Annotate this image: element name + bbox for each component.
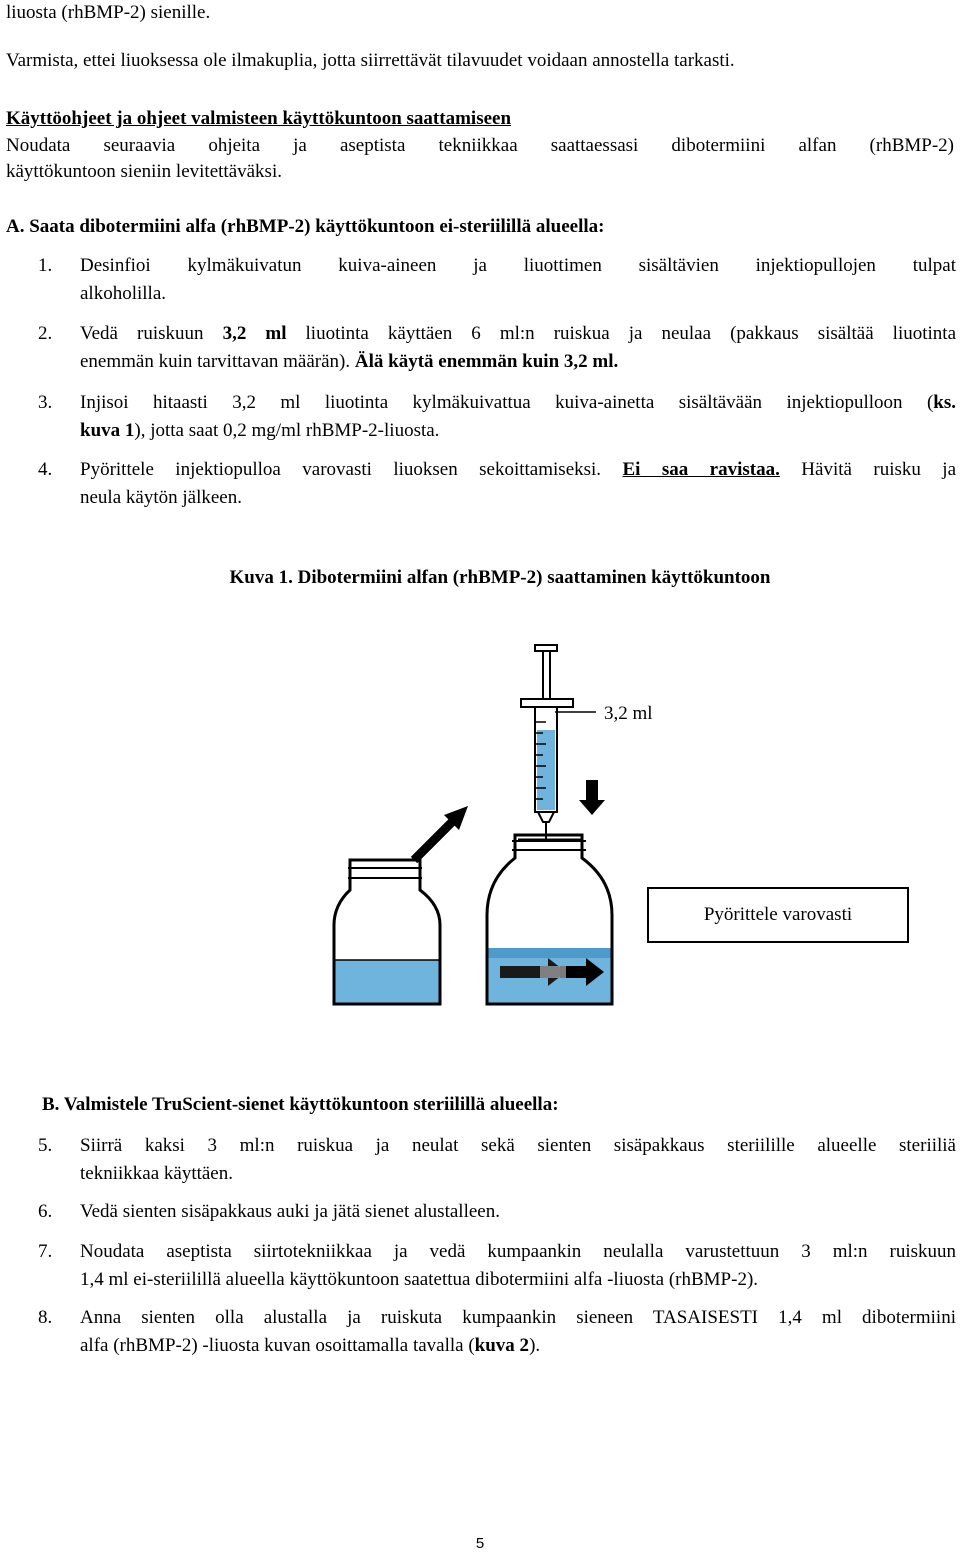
step-4-line-2: neula käytön jälkeen. bbox=[80, 487, 242, 508]
step-6-line-1: Vedä sienten sisäpakkaus auki ja jätä sienet alustalleen. bbox=[80, 1201, 500, 1222]
section-a-heading: A. Saata dibotermiini alfa (rhBMP-2) käyttökuntoon ei-steriilillä alueella: bbox=[6, 216, 605, 237]
syringe-icon bbox=[521, 645, 596, 840]
step-number: 7. bbox=[38, 1241, 53, 1262]
page-number: 5 bbox=[475, 1535, 485, 1552]
figure-caption: Kuva 1. Dibotermiini alfan (rhBMP-2) saattaminen käyttökuntoon bbox=[229, 567, 771, 588]
swirl-label: Pyörittele varovasti bbox=[703, 904, 853, 925]
step-6 bbox=[80, 1198, 956, 1226]
step-8-line-2: alfa (rhBMP-2) -liuosta kuvan osoittamalla tavalla (kuva 2). bbox=[80, 1335, 541, 1356]
step-1-line-1: Desinfioi kylmäkuivatun kuiva-aineen ja liuottimen sisältävien injektiopullojen tulpat bbox=[80, 255, 956, 276]
volume-label: 3,2 ml bbox=[604, 703, 653, 724]
step-5-line-2: tekniikkaa käyttäen. bbox=[80, 1163, 233, 1184]
step-8-line-1: Anna sienten olla alustalla ja ruiskuta kumpaankin sieneen TASAISESTI 1,4 ml dibotermiini bbox=[80, 1307, 956, 1328]
step-2-line-2: enemmän kuin tarvittavan määrän). Älä käytä enemmän kuin 3,2 ml. bbox=[80, 351, 619, 372]
step-3-line-1: Injisoi hitaasti 3,2 ml liuotinta kylmäkuivattua kuiva-ainetta sisältävään injektiopulloon (ks. bbox=[80, 392, 956, 413]
continued-line: liuosta (rhBMP-2) sienille. bbox=[6, 2, 211, 23]
step-8 bbox=[80, 1304, 956, 1360]
step-number: 4. bbox=[38, 459, 53, 480]
swirl-label-box bbox=[647, 887, 909, 943]
intro-line-2: käyttökuntoon sieniin levitettäväksi. bbox=[6, 161, 282, 182]
step-1-line-2: alkoholilla. bbox=[80, 283, 167, 304]
step-7-line-2: 1,4 ml ei-steriilillä alueella käyttökuntoon saatettua dibotermiini alfa -liuosta (rhBMP-2). bbox=[80, 1269, 759, 1290]
instructions-heading: Käyttöohjeet ja ohjeet valmisteen käyttökuntoon saattamiseen bbox=[6, 108, 512, 129]
step-number: 2. bbox=[38, 323, 53, 344]
diluent-vial-icon bbox=[334, 860, 440, 1004]
step-2-line-1: Vedä ruiskuun 3,2 ml liuotinta käyttäen 6 ml:n ruiskua ja neulaa (pakkaus sisältää liuotinta bbox=[80, 323, 956, 344]
step-7-line-1: Noudata aseptista siirtotekniikkaa ja vedä kumpaankin neulalla varustettuun 3 ml:n ruiskuun bbox=[80, 1241, 956, 1262]
bubbles-note: Varmista, ettei liuoksessa ole ilmakuplia, jotta siirrettävät tilavuudet voidaan annostella tarkasti. bbox=[6, 50, 735, 71]
step-number: 6. bbox=[38, 1201, 53, 1222]
step-5 bbox=[80, 1132, 956, 1188]
step-number: 8. bbox=[38, 1307, 53, 1328]
step-4-line-1: Pyörittele injektiopulloa varovasti liuoksen sekoittamiseksi. Ei saa ravistaa. Hävitä ruisku ja bbox=[80, 459, 957, 480]
step-7 bbox=[80, 1238, 956, 1294]
section-b-heading: B. Valmistele TruScient-sienet käyttökuntoon steriilillä alueella: bbox=[42, 1094, 559, 1115]
step-3-line-2: kuva 1), jotta saat 0,2 mg/ml rhBMP-2-liuosta. bbox=[80, 420, 440, 441]
diagonal-arrow-icon bbox=[414, 806, 468, 860]
step-number: 3. bbox=[38, 392, 53, 413]
step-number: 5. bbox=[38, 1135, 53, 1156]
step-number: 1. bbox=[38, 255, 53, 276]
intro-line-1: Noudata seuraavia ohjeita ja aseptista tekniikkaa saattaessasi dibotermiini alfan (rhBMP-2) bbox=[6, 135, 954, 156]
down-arrow-icon bbox=[579, 780, 605, 815]
step-5-line-1: Siirrä kaksi 3 ml:n ruiskua ja neulat sekä sienten sisäpakkaus steriilille alueelle steriiliä bbox=[80, 1135, 956, 1156]
